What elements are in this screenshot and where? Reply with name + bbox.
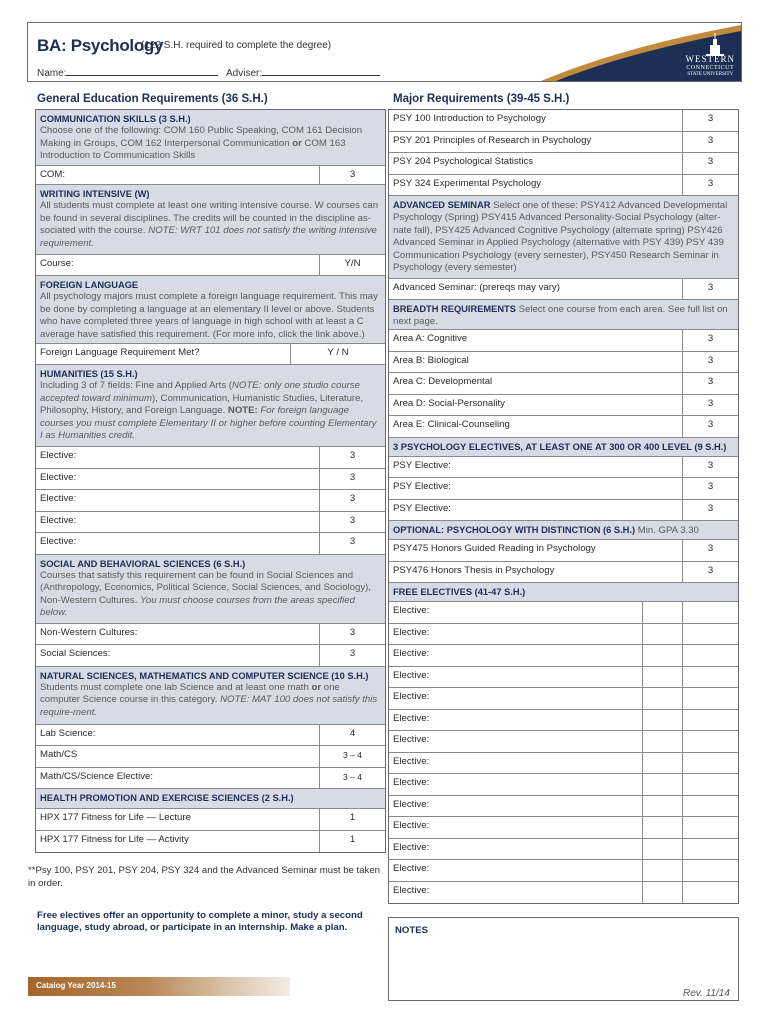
comm-block: COMMUNICATION SKILLS (3 S.H.) Choose one of the following: COM 160 Public Speaking, COM 161 Decision Making in Groups, COM 162 Interpersonal Communication or COM 163 Introduction to Communication Skills	[36, 110, 385, 166]
health-block: HEALTH PROMOTION AND EXERCISE SCIENCES (2 S.H.)	[36, 789, 385, 809]
breadth-row[interactable]: Area D: Social-Personality 3	[389, 395, 738, 417]
free-elective-row[interactable]: Elective:	[389, 602, 738, 624]
seminar-block: ADVANCED SEMINAR Select one of these: PSY412 Advanced Developmental Psychology (Spring) PSY415 Advanced Personality-Social Psychology (alter-nate fall), PSY425 Advanced Cognitive Psychology (alternate spring) PSY426 Advanced Seminar in Applied Psychology (alternative with PSY 439) PSY 439 Communication Psychology (every semester), PSY450 Research Seminar in Psychology (every semester)	[389, 196, 738, 279]
natural-block: NATURAL SCIENCES, MATHEMATICS AND COMPUTER SCIENCE (10 S.H.) Students must complete one lab Science and at least one math or one computer Science course in this category. NOTE: MAT 100 does not satisfy this require-ment.	[36, 667, 385, 725]
free-elective-row[interactable]: Elective:	[389, 731, 738, 753]
core-row[interactable]: PSY 324 Experimental Psychology 3	[389, 175, 738, 197]
writing-block: WRITING INTENSIVE (W) All students must complete at least one writing intensive course. W courses can be found in several disciplines. The credits will be counted in the discipline as-sociated with the course. NOTE: WRT 101 does not satisfy the writing intensive requirement.	[36, 185, 385, 255]
health-row[interactable]: HPX 177 Fitness for Life — Lecture 1	[36, 809, 385, 831]
natural-row[interactable]: Math/CS 3 – 4	[36, 746, 385, 768]
core-row[interactable]: PSY 100 Introduction to Psychology 3	[389, 110, 738, 132]
gen-ed-heading: General Education Requirements (36 S.H.)	[37, 93, 268, 105]
free-electives-block: FREE ELECTIVES (41-47 S.H.)	[389, 583, 738, 602]
free-elective-row[interactable]: Elective:	[389, 645, 738, 667]
social-row[interactable]: Non-Western Cultures: 3	[36, 624, 385, 646]
humanities-row[interactable]: Elective: 3	[36, 490, 385, 512]
university-logo: WESTERN CONNECTICUT STATE UNIVERSITY	[506, 23, 741, 82]
page-subtitle: (122 S.H. required to complete the degree)	[141, 40, 332, 51]
humanities-row[interactable]: Elective: 3	[36, 469, 385, 491]
page-title: BA: Psychology	[37, 36, 164, 55]
free-elective-row[interactable]: Elective:	[389, 796, 738, 818]
free-elective-row[interactable]: Elective:	[389, 624, 738, 646]
page-header	[27, 22, 742, 82]
distinction-row[interactable]: PSY476 Honors Thesis in Psychology 3	[389, 562, 738, 584]
natural-row[interactable]: Lab Science: 4	[36, 725, 385, 747]
free-elective-row[interactable]: Elective:	[389, 710, 738, 732]
core-row[interactable]: PSY 201 Principles of Research in Psychology 3	[389, 132, 738, 154]
humanities-row[interactable]: Elective: 3	[36, 447, 385, 469]
breadth-row[interactable]: Area B: Biological 3	[389, 352, 738, 374]
breadth-row[interactable]: Area C: Developmental 3	[389, 373, 738, 395]
writing-row[interactable]: Course: Y/N	[36, 255, 385, 276]
social-row[interactable]: Social Sciences: 3	[36, 645, 385, 667]
breadth-row[interactable]: Area A: Cognitive 3	[389, 330, 738, 352]
revision-label: Rev. 11/14	[683, 988, 730, 999]
humanities-block: HUMANITIES (15 S.H.) Including 3 of 7 fields: Fine and Applied Arts (NOTE: only one studio course accepted toward minimum), Communication, Humanistic Studies, Literature, Philosophy, History, and Foreign Language. NOTE: For foreign language courses you must complete Elementary II or higher before counting Elementary I as Humanities credit.	[36, 365, 385, 447]
language-row[interactable]: Foreign Language Requirement Met? Y / N	[36, 344, 385, 365]
free-elective-row[interactable]: Elective:	[389, 688, 738, 710]
language-block: FOREIGN LANGUAGE All psychology majors must complete a foreign language requirement. This may be done by completing a language at an elementary II level or above. Students who have completed three years of language in high school with at least a C average have satisfied this requirement. (For more info, click the link above.)	[36, 276, 385, 344]
free-elective-row[interactable]: Elective:	[389, 817, 738, 839]
humanities-row[interactable]: Elective: 3	[36, 512, 385, 534]
free-elective-row[interactable]: Elective:	[389, 774, 738, 796]
social-block: SOCIAL AND BEHAVIORAL SCIENCES (6 S.H.) Courses that satisfy this requirement can be found in Social Sciences and (Anthropology, Economics, Political Science, Social Sciences, and Sociology), Non-Western Cultures. You must choose courses from the areas specified below.	[36, 555, 385, 624]
humanities-row[interactable]: Elective: 3	[36, 533, 385, 555]
free-elective-row[interactable]: Elective:	[389, 667, 738, 689]
catalog-year: Catalog Year 2014-15	[36, 981, 116, 990]
natural-row[interactable]: Math/CS/Science Elective: 3 – 4	[36, 768, 385, 790]
major-table	[388, 109, 739, 904]
core-row[interactable]: PSY 204 Psychological Statistics 3	[389, 153, 738, 175]
adviser-field[interactable]: Adviser:	[226, 67, 380, 79]
free-elective-row[interactable]: Elective:	[389, 753, 738, 775]
psy-elective-row[interactable]: PSY Elective: 3	[389, 500, 738, 522]
notes-label: NOTES	[395, 925, 429, 936]
psy-elective-row[interactable]: PSY Elective: 3	[389, 457, 738, 479]
health-row[interactable]: HPX 177 Fitness for Life — Activity 1	[36, 831, 385, 853]
free-elective-row[interactable]: Elective:	[389, 860, 738, 882]
distinction-row[interactable]: PSY475 Honors Guided Reading in Psychology 3	[389, 540, 738, 562]
psy-elective-row[interactable]: PSY Elective: 3	[389, 478, 738, 500]
breadth-block: BREADTH REQUIREMENTS Select one course from each area. See full list on next page.	[389, 300, 738, 330]
distinction-block: OPTIONAL: PSYCHOLOGY WITH DISTINCTION (6 S.H.) Min. GPA 3.30	[389, 521, 738, 540]
free-elective-row[interactable]: Elective:	[389, 882, 738, 904]
breadth-row[interactable]: Area E: Clinical-Counseling 3	[389, 416, 738, 438]
name-field[interactable]: Name:	[37, 67, 218, 79]
free-electives-note: Free electives offer an opportunity to complete a minor, study a second language, study abroad, or participate in an internship. Make a plan.	[37, 910, 363, 934]
catalog-year-bar	[28, 977, 290, 996]
free-elective-row[interactable]: Elective:	[389, 839, 738, 861]
gen-ed-table	[35, 109, 386, 853]
seminar-row[interactable]: Advanced Seminar: (prereqs may vary) 3	[389, 279, 738, 300]
major-heading: Major Requirements (39-45 S.H.)	[393, 93, 570, 105]
comm-row[interactable]: COM: 3	[36, 166, 385, 185]
electives-block: 3 PSYCHOLOGY ELECTIVES, AT LEAST ONE AT 300 OR 400 LEVEL (9 S.H.)	[389, 438, 738, 457]
sequence-note: **Psy 100, PSY 201, PSY 204, PSY 324 and the Advanced Seminar must be taken in order.	[28, 865, 381, 889]
